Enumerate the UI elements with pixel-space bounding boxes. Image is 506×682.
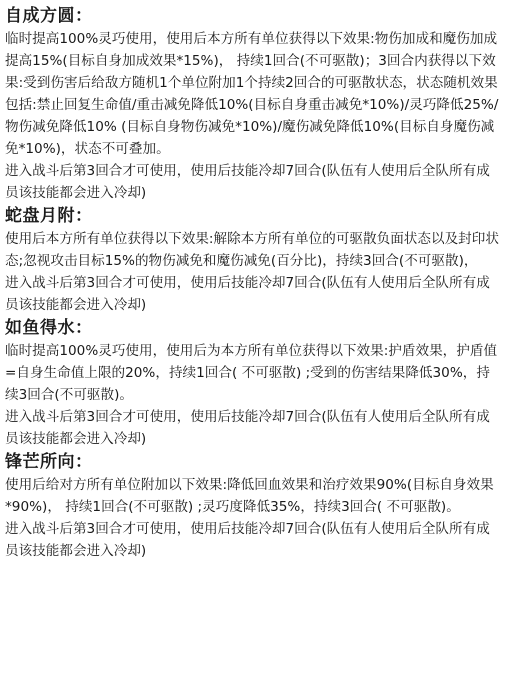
skill-title: 蛇盘月附： <box>5 206 93 226</box>
skill-section-zicheng-fangyuan <box>5 4 500 204</box>
skill-cooldown-text: 进入战斗后第3回合才可使用，使用后技能冷却7回合(队伍有人使用后全队所有成员该技能都会进入冷却) <box>5 163 490 201</box>
skill-cooldown-text: 进入战斗后第3回合才可使用，使用后技能冷却7回合(队伍有人使用后全队所有成员该技能都会进入冷却) <box>5 275 490 313</box>
skill-section-ruyu-deshui <box>5 316 500 450</box>
skill-effect-text: 临时提高100%灵巧使用，使用后为本方所有单位获得以下效果:护盾效果，护盾值=自身生命值上限的20%，持续1回合( 不可驱散) ;受到的伤害结果降低30%，持续3回合(不可驱散)。 <box>5 343 498 403</box>
skill-section-shepan-yuefu <box>5 204 500 316</box>
skill-title: 自成方圆： <box>5 6 93 26</box>
skill-title: 锋芒所向： <box>5 452 93 472</box>
skill-effect-text: 使用后本方所有单位获得以下效果:解除本方所有单位的可驱散负面状态以及封印状态;忽视攻击目标15%的物伤减免和魔伤减免(百分比)，持续3回合(不可驱散)， <box>5 231 499 269</box>
skill-cooldown-text: 进入战斗后第3回合才可使用，使用后技能冷却7回合(队伍有人使用后全队所有成员该技能都会进入冷却) <box>5 521 490 559</box>
skill-title: 如鱼得水： <box>5 318 93 338</box>
skill-cooldown-text: 进入战斗后第3回合才可使用，使用后技能冷却7回合(队伍有人使用后全队所有成员该技能都会进入冷却) <box>5 409 490 447</box>
skill-effect-text: 使用后给对方所有单位附加以下效果:降低回血效果和治疗效果90%(目标自身效果*90%)， 持续1回合(不可驱散) ;灵巧度降低35%，持续3回合( 不可驱散)。 <box>5 477 494 515</box>
skill-section-fengmang-suoxiang <box>5 450 500 562</box>
skill-effect-text: 临时提高100%灵巧使用，使用后本方所有单位获得以下效果:物伤加成和魔伤加成提高15%(目标自身加成效果*15%)， 持续1回合(不可驱散)；3回合内获得以下效果:受到伤害后给敌方随机1个单位附加1个持续2回合的可驱散状态，状态随机效果包括:禁止回复生命值/重击减免降低10%(目标自身重击减免*10%)/灵巧降低25%/物伤减免降低10% (目标自身物伤减免*10%)/魔伤减免降低10%(目标自身魔伤减免*10%)，状态不可叠加。 <box>5 31 499 157</box>
